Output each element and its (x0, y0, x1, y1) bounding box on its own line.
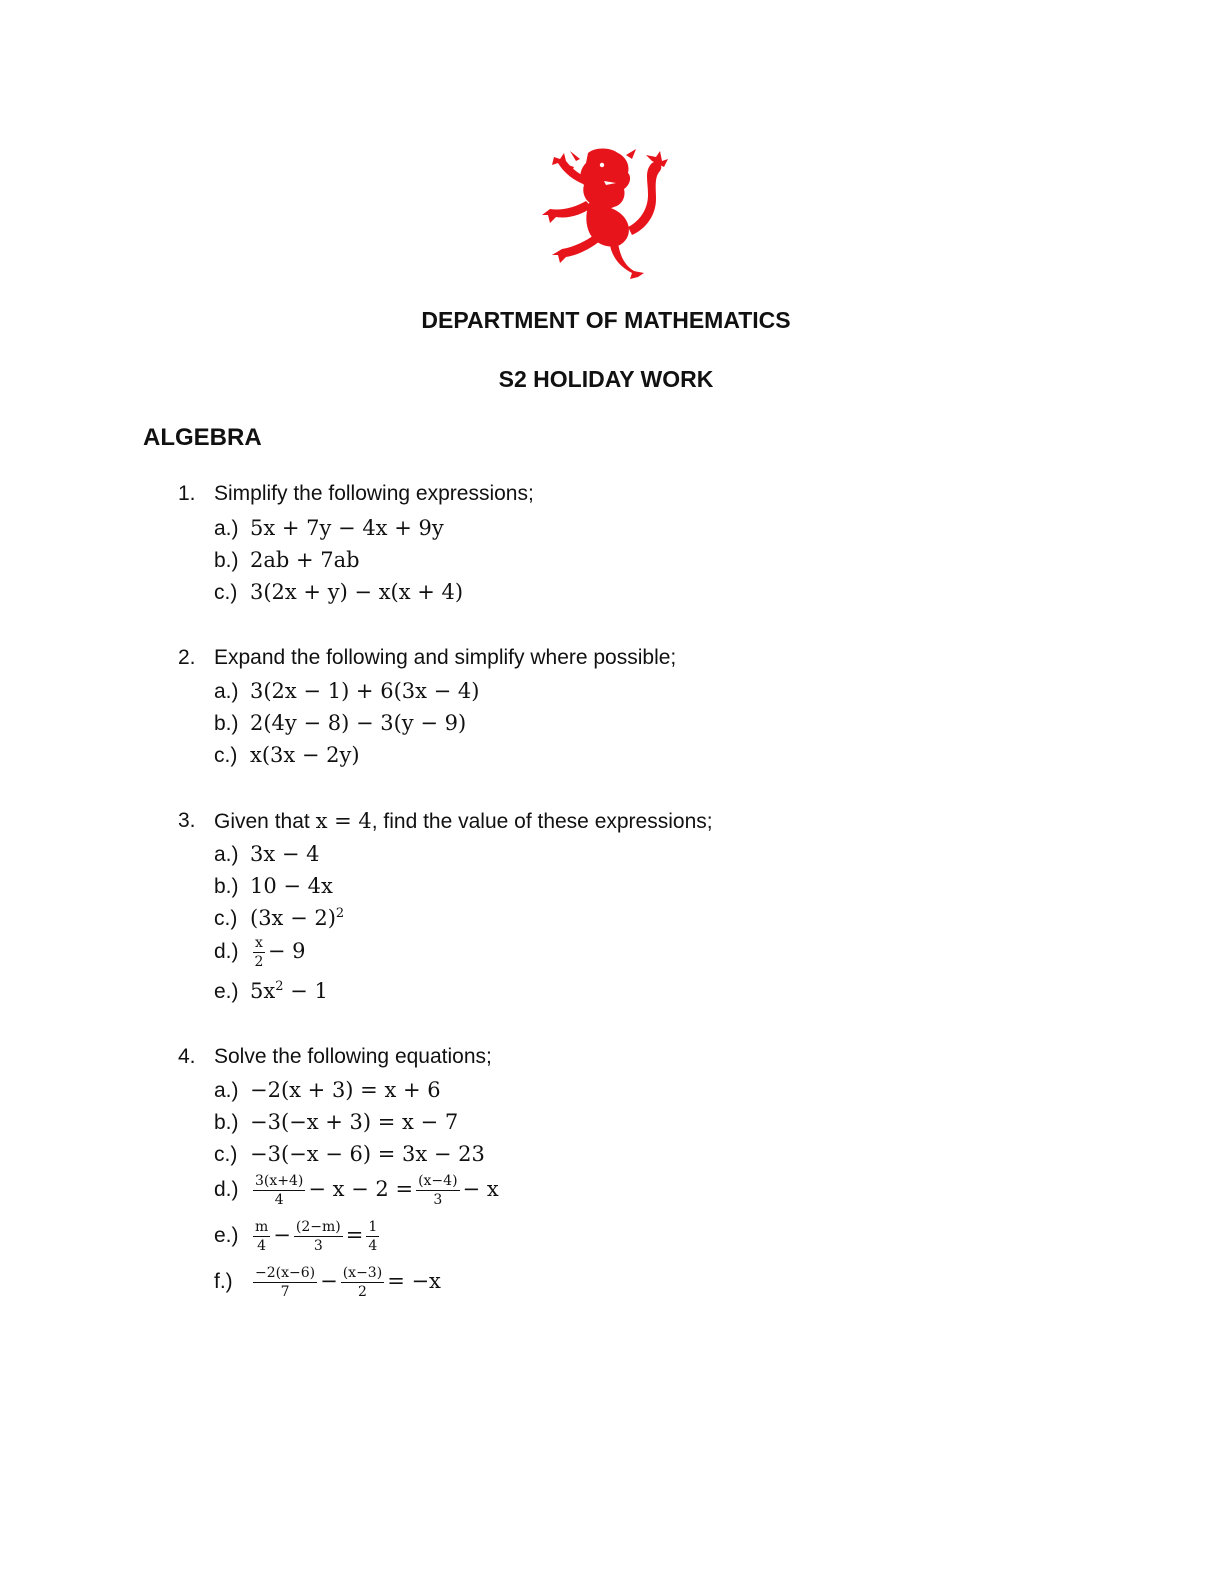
math-expression: −3(−x + 3) = x − 7 (250, 1110, 459, 1134)
fraction (341, 1265, 384, 1300)
question-number: 1. (178, 482, 196, 505)
fraction-denominator: 4 (257, 1238, 267, 1254)
list-item (214, 906, 344, 931)
item-label: c.) (214, 1143, 238, 1166)
math-expression: 2ab + 7ab (250, 548, 360, 572)
list-item (214, 548, 360, 573)
list-item (214, 842, 320, 867)
fraction (253, 1265, 317, 1300)
list-item (214, 743, 360, 768)
fraction-denominator: 4 (368, 1238, 378, 1254)
fraction (253, 935, 265, 970)
fraction (366, 1219, 379, 1254)
item-label: a.) (214, 843, 239, 866)
list-item (214, 1219, 382, 1254)
math-expression: −3(−x − 6) = 3x − 23 (250, 1142, 485, 1166)
math-expression: − x (462, 1177, 499, 1202)
list-item (214, 1173, 499, 1208)
list-item (214, 516, 444, 541)
list-item (214, 874, 333, 899)
question-text-part: Given that (214, 810, 316, 833)
list-item (214, 1078, 441, 1103)
item-label: c.) (214, 744, 238, 767)
math-expression: − 9 (267, 939, 306, 964)
question-number: 3. (178, 809, 196, 832)
math-expression: 3(2x + y) − x(x + 4) (250, 580, 464, 604)
fraction-denominator: 3 (313, 1238, 323, 1254)
list-item (214, 1265, 441, 1300)
math-expression: 3x − 4 (250, 842, 320, 866)
math-expression: 2(4y − 8) − 3(y − 9) (250, 711, 467, 735)
math-expression (250, 906, 344, 930)
item-label: b.) (214, 712, 239, 735)
fraction-numerator: −2(x−6) (255, 1265, 316, 1281)
math-expression: 10 − 4x (250, 874, 333, 898)
item-label: e.) (214, 1224, 239, 1248)
math-expression: x = 4 (315, 809, 372, 833)
math-expression: −2(x + 3) = x + 6 (250, 1078, 441, 1102)
list-item (214, 1110, 458, 1135)
fraction (253, 1173, 305, 1208)
math-expression: = −x (387, 1269, 441, 1294)
item-label: a.) (214, 680, 239, 703)
question-number: 2. (178, 646, 196, 669)
item-label: f.) (214, 1270, 233, 1294)
fraction-numerator: (2−m) (295, 1219, 341, 1235)
fraction (253, 1219, 270, 1254)
math-expression: − x − 2 = (308, 1177, 414, 1202)
item-label: d.) (214, 1178, 239, 1202)
math-expression: 3(2x − 1) + 6(3x − 4) (250, 679, 480, 703)
math-base: 5x (250, 979, 276, 1003)
math-expression: x(3x − 2y) (250, 743, 360, 767)
list-item (214, 711, 466, 736)
fraction-numerator: x (255, 935, 263, 951)
question-number: 4. (178, 1045, 196, 1068)
item-label: b.) (214, 1111, 239, 1134)
fraction-denominator: 4 (274, 1192, 284, 1208)
question-text: Expand the following and simplify where possible; (214, 646, 677, 669)
fraction-numerator: (x−4) (418, 1173, 458, 1189)
fraction-numerator: (x−3) (342, 1265, 383, 1281)
question-text-part: , find the value of these expressions; (371, 810, 713, 833)
item-label: a.) (214, 517, 239, 540)
math-base: (3x − 2) (250, 906, 336, 930)
page-title: DEPARTMENT OF MATHEMATICS (421, 307, 791, 333)
item-label: c.) (214, 907, 238, 930)
list-item (214, 935, 306, 970)
question-text: Simplify the following expressions; (214, 482, 534, 505)
item-label: d.) (214, 940, 239, 964)
fraction (416, 1173, 459, 1208)
fraction-numerator: m (255, 1219, 269, 1235)
question-text: Solve the following equations; (214, 1045, 492, 1068)
math-exponent: 2 (275, 979, 284, 994)
math-rest: − 1 (283, 979, 328, 1003)
fraction-denominator: 7 (280, 1284, 290, 1300)
fraction-numerator: 1 (368, 1219, 378, 1235)
math-expression: − (320, 1269, 338, 1294)
list-item (214, 679, 479, 704)
page-subtitle: S2 HOLIDAY WORK (498, 366, 714, 392)
list-item (214, 1142, 485, 1167)
math-expression: = (345, 1223, 364, 1248)
item-label: a.) (214, 1079, 239, 1102)
fraction-denominator: 3 (433, 1192, 443, 1208)
fraction-denominator: 2 (357, 1284, 367, 1300)
math-exponent: 2 (335, 906, 345, 921)
item-label: b.) (214, 875, 239, 898)
list-item (214, 979, 328, 1004)
section-heading: ALGEBRA (143, 424, 262, 451)
item-label: b.) (214, 549, 239, 572)
fraction-denominator: 2 (254, 954, 264, 970)
math-expression: 5x + 7y − 4x + 9y (250, 516, 444, 540)
item-label: c.) (214, 581, 238, 604)
list-item (214, 580, 463, 605)
math-expression (250, 979, 328, 1003)
math-expression: − (273, 1223, 291, 1248)
fraction-numerator: 3(x+4) (255, 1173, 304, 1189)
fraction (294, 1219, 343, 1254)
item-label: e.) (214, 980, 239, 1003)
lion-logo-icon (540, 145, 672, 281)
question-text (214, 809, 713, 834)
